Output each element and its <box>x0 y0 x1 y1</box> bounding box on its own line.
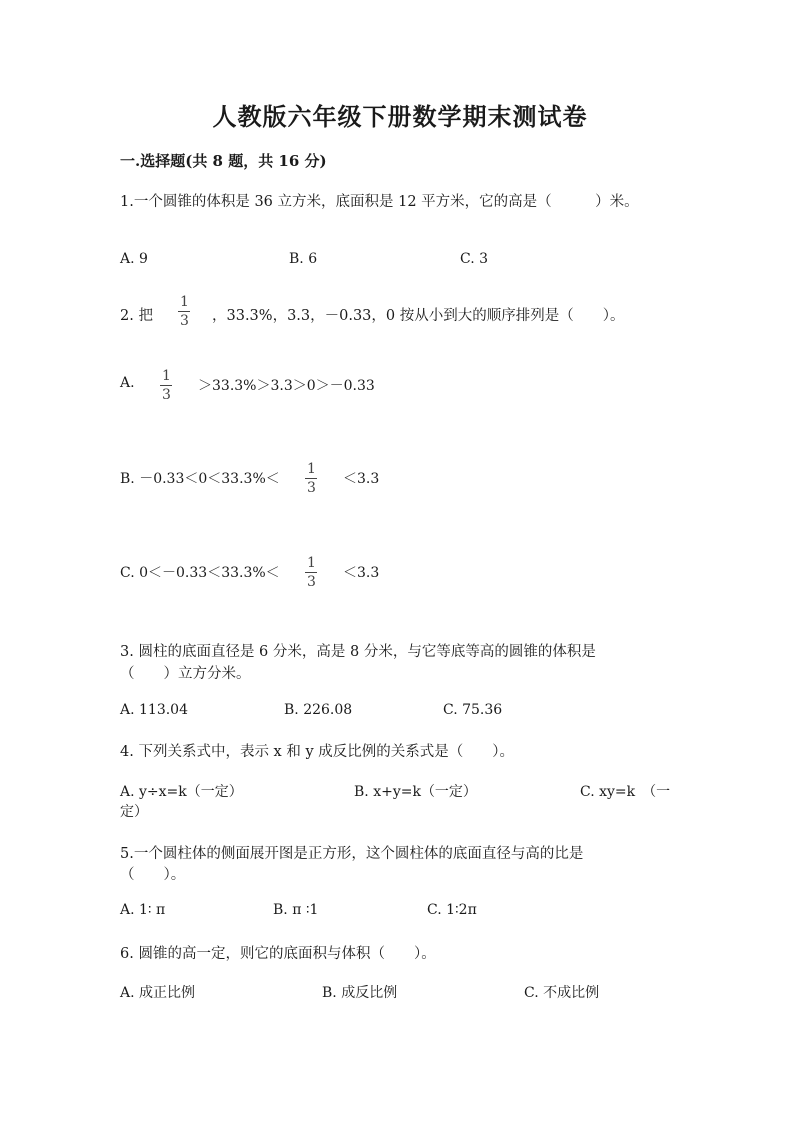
question-3-option-c: C. 75.36 <box>443 702 503 718</box>
question-3-option-a: A. 113.04 <box>120 702 188 718</box>
question-6-option-b: B. 成反比例 <box>322 985 398 1001</box>
fraction-denominator: 3 <box>307 574 316 590</box>
question-2-option-b-fraction <box>305 462 318 495</box>
fraction-numerator: 1 <box>162 368 171 384</box>
question-3-line-2: （ ）立方分米。 <box>120 666 251 682</box>
question-2-option-b-tail: ＜3.3 <box>343 471 380 487</box>
question-1-text: 1.一个圆锥的体积是 36 立方米，底面积是 12 平方米，它的高是（ ）米。 <box>120 194 639 210</box>
question-2-suffix: ，33.3%，3.3，－0.33，0 按从小到大的顺序排列是（ ）。 <box>212 308 625 324</box>
question-2-option-a-text: ＞33.3%＞3.3＞0＞－0.33 <box>198 378 375 394</box>
fraction-denominator: 3 <box>180 313 189 329</box>
question-6-option-c: C. 不成比例 <box>524 985 600 1001</box>
fraction-numerator: 1 <box>180 294 189 310</box>
question-2-option-b-text: B. －0.33＜0＜33.3%＜ <box>120 471 280 487</box>
question-6-option-a: A. 成正比例 <box>120 985 196 1001</box>
question-2-option-c-fraction <box>305 556 318 589</box>
fraction-bar <box>160 385 172 386</box>
fraction-denominator: 3 <box>307 480 316 496</box>
fraction-denominator: 3 <box>162 387 171 403</box>
fraction-bar <box>305 572 317 573</box>
question-2-option-c-tail: ＜3.3 <box>343 565 380 581</box>
question-5-line-2: （ ）。 <box>120 867 186 883</box>
question-4-text: 4. 下列关系式中，表示 x 和 y 成反比例的关系式是（ ）。 <box>120 744 514 760</box>
question-2-option-c-text: C. 0＜－0.33＜33.3%＜ <box>120 565 280 581</box>
question-5-option-a: A. 1∶ π <box>120 902 166 918</box>
question-2-prefix: 2. 把 <box>120 308 153 324</box>
question-2-option-a-fraction <box>160 369 173 402</box>
question-4-option-c-wrap: 定） <box>120 804 148 820</box>
question-4-option-c: C. xy=k （一 <box>580 784 671 800</box>
question-5-option-b: B. π ∶1 <box>273 902 319 918</box>
question-2-fraction <box>178 295 191 328</box>
question-5-option-c: C. 1∶2π <box>427 902 477 918</box>
question-3-line-1: 3. 圆柱的底面直径是 6 分米，高是 8 分米，与它等底等高的圆锥的体积是 <box>120 644 596 660</box>
fraction-bar <box>178 311 190 312</box>
fraction-bar <box>305 478 317 479</box>
question-6-text: 6. 圆锥的高一定，则它的底面积与体积（ ）。 <box>120 946 436 962</box>
question-4-option-b: B. x+y=k（一定） <box>354 784 477 800</box>
question-1-option-b: B. 6 <box>289 251 318 267</box>
question-1-option-c: C. 3 <box>460 251 489 267</box>
fraction-numerator: 1 <box>307 555 316 571</box>
question-1-option-a: A. 9 <box>120 251 148 267</box>
fraction-numerator: 1 <box>307 461 316 477</box>
question-2-option-a-label: A. <box>120 375 135 391</box>
section-heading: 一.选择题(共 8 题，共 16 分) <box>120 152 327 170</box>
question-3-option-b: B. 226.08 <box>284 702 353 718</box>
question-4-option-a: A. y÷x=k（一定） <box>120 784 243 800</box>
question-5-line-1: 5.一个圆柱体的侧面展开图是正方形，这个圆柱体的底面直径与高的比是 <box>120 846 584 862</box>
page-title: 人教版六年级下册数学期末测试卷 <box>212 102 588 131</box>
